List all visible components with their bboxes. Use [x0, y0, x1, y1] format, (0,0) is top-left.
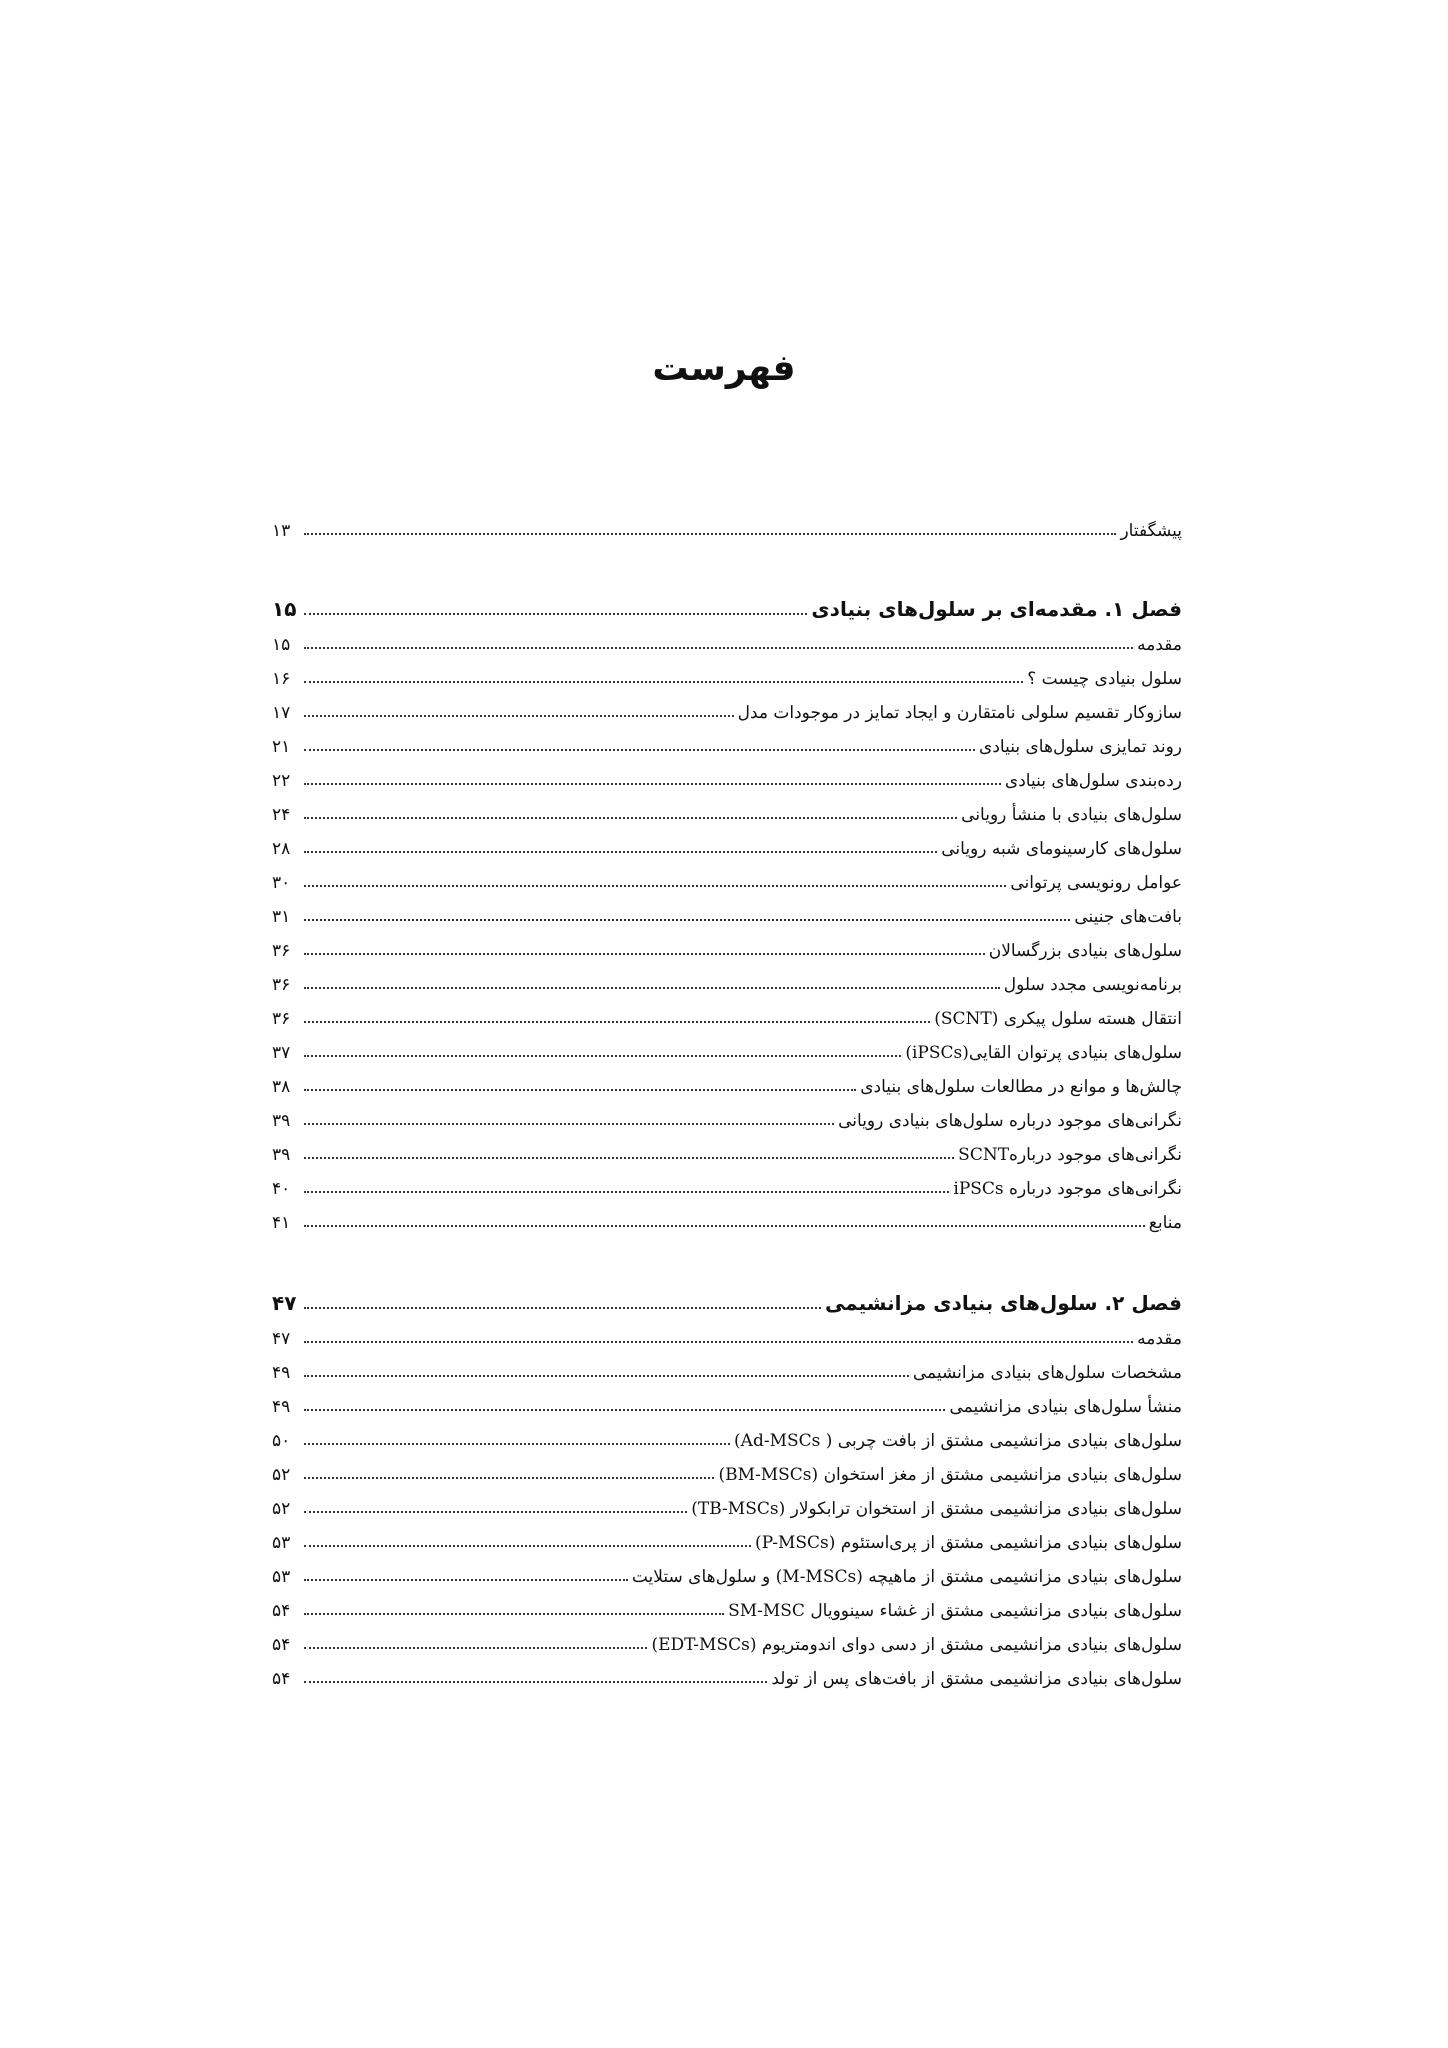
toc-entry-title: سلول‌های بنیادی پرتوان القایی(iPSCs): [905, 1042, 1182, 1063]
toc-entry-page: ۳۰: [272, 872, 291, 893]
toc-entry-title: چالش‌ها و موانع در مطالعات سلول‌های بنیادی: [860, 1076, 1182, 1097]
toc-entry-page: ۴۹: [272, 1396, 291, 1417]
dot-leader: [304, 953, 985, 955]
toc-entry-title: سلول‌های بنیادی مزانشیمی مشتق از پری‌استئوم (P-MSCs): [755, 1532, 1182, 1553]
toc-entry-page: ۳۶: [272, 940, 291, 961]
toc-entry-page: ۴۰: [272, 1178, 291, 1199]
dot-leader: [304, 613, 807, 615]
toc-entry[interactable]: [272, 1098, 1182, 1132]
toc-entry[interactable]: [272, 1622, 1182, 1656]
toc-entry-page: ۳۱: [272, 906, 291, 927]
toc-entry[interactable]: [272, 724, 1182, 758]
toc-entry-page: ۲۲: [272, 770, 291, 791]
toc-entry-page: ۱۳: [272, 520, 291, 541]
toc-entry[interactable]: [272, 1588, 1182, 1622]
toc-entry-title: سلول‌های بنیادی بزرگسالان: [988, 940, 1182, 961]
chapter-page: ۱۵: [272, 597, 297, 621]
toc-entry-page: ۵۴: [272, 1668, 291, 1689]
toc-entry[interactable]: [272, 1316, 1182, 1350]
toc-entry-page: ۲۱: [272, 736, 291, 757]
toc-entry[interactable]: [272, 1384, 1182, 1418]
toc-entry-page: ۱۷: [272, 702, 291, 723]
dot-leader: [304, 1307, 821, 1309]
toc-entry-title: مشخصات سلول‌های بنیادی مزانشیمی: [912, 1362, 1182, 1383]
toc-entry[interactable]: [272, 1166, 1182, 1200]
dot-leader: [304, 1579, 628, 1581]
toc-entry-page: ۵۴: [272, 1600, 291, 1621]
dot-leader: [304, 919, 1070, 921]
toc-entry-page: ۳۹: [272, 1110, 291, 1131]
toc-entry-title: مقدمه: [1137, 1328, 1182, 1349]
dot-leader: [304, 987, 1000, 989]
toc-entry-title: منشأ سلول‌های بنیادی مزانشیمی: [949, 1396, 1182, 1417]
toc-entry[interactable]: [272, 690, 1182, 724]
dot-leader: [304, 749, 975, 751]
page-title: فهرست: [652, 348, 796, 389]
dot-leader: [304, 1021, 930, 1023]
toc-entry-page: ۱۶: [272, 668, 291, 689]
toc-entry-page: ۵۰: [272, 1430, 291, 1451]
chapter-title: فصل ۱. مقدمه‌ای بر سلول‌های بنیادی: [811, 597, 1182, 621]
toc-entry-title: سلول‌های بنیادی مزانشیمی مشتق از غشاء سینوویال SM-MSC: [728, 1600, 1182, 1621]
dot-leader: [304, 533, 1116, 535]
dot-leader: [304, 1341, 1133, 1343]
toc-entry[interactable]: [272, 894, 1182, 928]
toc-entry-page: ۴۱: [272, 1212, 291, 1233]
dot-leader: [304, 1157, 954, 1159]
toc-entry-title: سلول بنیادی چیست ؟: [1027, 668, 1182, 689]
toc-entry-title: نگرانی‌های موجود درباره iPSCs: [953, 1178, 1182, 1199]
toc-entry-page: ۵۳: [272, 1532, 291, 1553]
toc-entry-title: سلول‌های بنیادی مزانشیمی مشتق از استخوان ترابکولار (TB-MSCs): [691, 1498, 1182, 1519]
toc-entry-title: برنامه‌نویسی مجدد سلول: [1003, 974, 1182, 995]
toc-entry[interactable]: [272, 1554, 1182, 1588]
dot-leader: [304, 1225, 1145, 1227]
toc-entry-page: ۵۲: [272, 1464, 291, 1485]
toc-entry[interactable]: [272, 962, 1182, 996]
toc-entry-title: رده‌بندی سلول‌های بنیادی: [1004, 770, 1182, 791]
dot-leader: [304, 1409, 945, 1411]
dot-leader: [304, 783, 1001, 785]
toc-entry[interactable]: [272, 1452, 1182, 1486]
dot-leader: [304, 1191, 949, 1193]
toc-entry[interactable]: [272, 860, 1182, 894]
toc-entry-title: سلول‌های بنیادی مزانشیمی مشتق از بافت‌های پس از تولد: [771, 1668, 1182, 1689]
toc-entry-title: سازوکار تقسیم سلولی نامتقارن و ایجاد تمایز در موجودات مدل: [737, 702, 1182, 723]
toc-entry-title: سلول‌های بنیادی مزانشیمی مشتق از بافت چربی ( Ad-MSCs): [734, 1430, 1182, 1451]
toc-entry[interactable]: [272, 1064, 1182, 1098]
toc-entry-page: ۳۶: [272, 974, 291, 995]
dot-leader: [304, 885, 1006, 887]
toc-entry-title: سلول‌های بنیادی با منشأ رویانی: [961, 804, 1182, 825]
toc-entry-title: سلول‌های بنیادی مزانشیمی مشتق از دسی دوای اندومتریوم (EDT-MSCs): [651, 1634, 1182, 1655]
toc-entry[interactable]: [272, 758, 1182, 792]
toc-entry[interactable]: [272, 1520, 1182, 1554]
dot-leader: [304, 1477, 714, 1479]
toc-entry-title: بافت‌های جنینی: [1074, 906, 1182, 927]
toc-entry[interactable]: [272, 1418, 1182, 1452]
toc-entry[interactable]: [272, 826, 1182, 860]
dot-leader: [304, 1055, 901, 1057]
toc-entry-page: ۵۴: [272, 1634, 291, 1655]
toc-entry-title: سلول‌های کارسینومای شبه رویانی: [941, 838, 1182, 859]
toc-entry[interactable]: [272, 1030, 1182, 1064]
toc-entry-title: سلول‌های بنیادی مزانشیمی مشتق از ماهیچه (M-MSCs) و سلول‌های ستلایت: [631, 1566, 1182, 1587]
dot-leader: [304, 1681, 767, 1683]
toc-entry-title: عوامل رونویسی پرتوانی: [1010, 872, 1182, 893]
toc-entry-title: نگرانی‌های موجود دربارهSCNT: [958, 1144, 1182, 1165]
toc-entry-page: ۵۲: [272, 1498, 291, 1519]
toc-entry-title: پیشگفتار: [1120, 520, 1182, 541]
dot-leader: [304, 1443, 730, 1445]
dot-leader: [304, 1647, 647, 1649]
toc-entry-title: مقدمه: [1137, 634, 1182, 655]
toc-entry[interactable]: [272, 928, 1182, 962]
toc-entry-page: ۴۹: [272, 1362, 291, 1383]
toc-entry-prologue[interactable]: [272, 508, 1182, 542]
toc-entry[interactable]: [272, 1656, 1182, 1690]
toc-entry[interactable]: [272, 996, 1182, 1030]
toc-entry-page: ۱۵: [272, 634, 291, 655]
dot-leader: [304, 851, 937, 853]
dot-leader: [304, 647, 1133, 649]
toc-entry[interactable]: [272, 1200, 1182, 1234]
dot-leader: [304, 1123, 834, 1125]
toc-entry-page: ۳۶: [272, 1008, 291, 1029]
toc-entry[interactable]: [272, 1350, 1182, 1384]
toc-entry[interactable]: [272, 792, 1182, 826]
toc-entry-title: نگرانی‌های موجود درباره سلول‌های بنیادی رویانی: [838, 1110, 1182, 1131]
toc-entry-page: ۳۹: [272, 1144, 291, 1165]
toc-entry-page: ۲۸: [272, 838, 291, 859]
toc-entry-page: ۵۳: [272, 1566, 291, 1587]
toc-entry-page: ۴۷: [272, 1328, 291, 1349]
dot-leader: [304, 1613, 724, 1615]
toc-entry[interactable]: [272, 622, 1182, 656]
dot-leader: [304, 681, 1023, 683]
toc-entry-title: منابع: [1148, 1212, 1182, 1233]
chapter-title: فصل ۲. سلول‌های بنیادی مزانشیمی: [824, 1291, 1182, 1315]
toc-entry-page: ۳۷: [272, 1042, 291, 1063]
toc-entry[interactable]: [272, 1486, 1182, 1520]
toc-entry-title: سلول‌های بنیادی مزانشیمی مشتق از مغز استخوان (BM-MSCs): [718, 1464, 1182, 1485]
chapter-page: ۴۷: [272, 1291, 297, 1315]
dot-leader: [304, 817, 957, 819]
dot-leader: [304, 1511, 687, 1513]
chapter-heading-2[interactable]: [272, 1280, 1182, 1316]
toc-entry-title: انتقال هسته سلول پیکری (SCNT): [934, 1008, 1182, 1029]
dot-leader: [304, 715, 734, 717]
toc-entry-title: روند تمایزی سلول‌های بنیادی: [979, 736, 1182, 757]
toc-entry[interactable]: [272, 1132, 1182, 1166]
dot-leader: [304, 1089, 856, 1091]
table-of-contents: [272, 508, 1182, 1690]
chapter-heading-1[interactable]: [272, 586, 1182, 622]
dot-leader: [304, 1375, 909, 1377]
toc-entry-page: ۲۴: [272, 804, 291, 825]
toc-entry-page: ۳۸: [272, 1076, 291, 1097]
dot-leader: [304, 1545, 751, 1547]
toc-entry[interactable]: [272, 656, 1182, 690]
